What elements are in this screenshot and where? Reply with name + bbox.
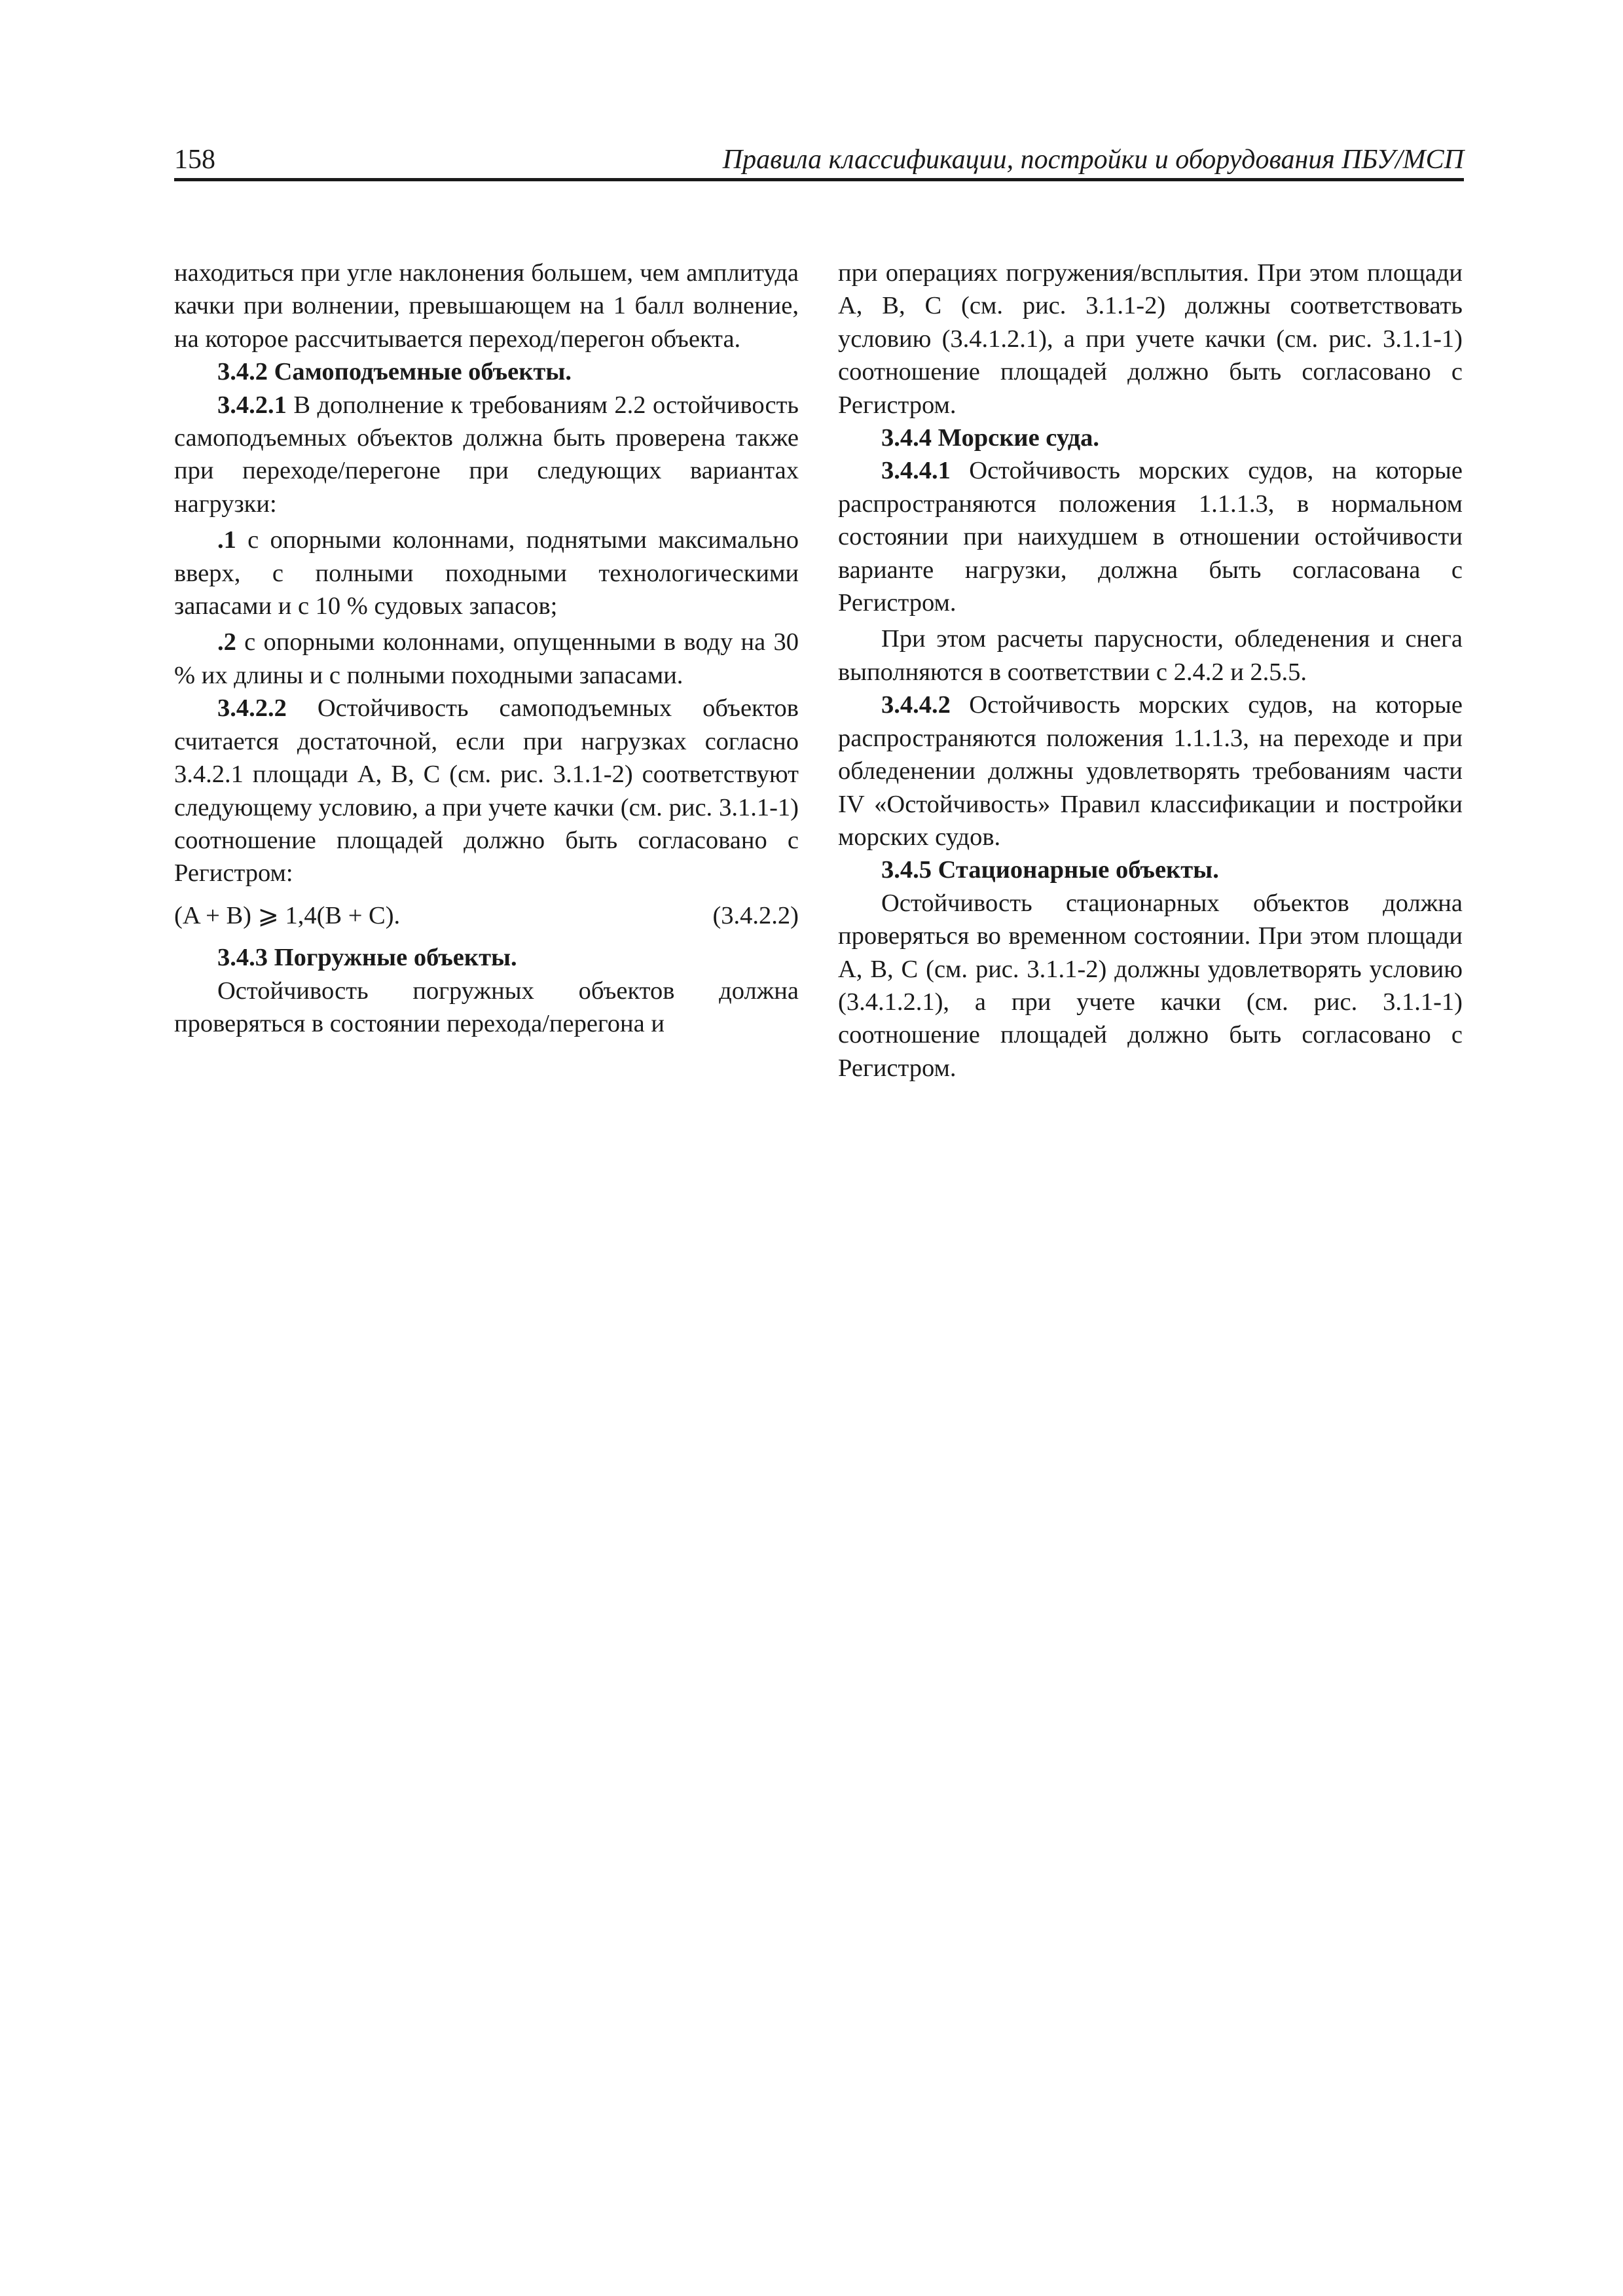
page-number: 158 (174, 145, 215, 175)
section-heading-3-4-3: 3.4.3 Погружные объекты. (217, 944, 517, 972)
list-item-text: с опорными колоннами, опущенными в воду на 30 % их длины и с полными походными запасами. (174, 628, 799, 689)
paragraph-text: Остойчивость морских судов, на которые распространяются положения 1.1.1.3, на переходе и при обледенении должны удовлетворять требованиям части IV «Остойчивость» Правил классификации и постройки морских судов. (838, 691, 1463, 851)
section-heading-3-4-2: 3.4.2 Самоподъемные объекты. (217, 358, 572, 386)
page-header (174, 139, 1464, 181)
list-item-number: .2 (217, 628, 236, 656)
paragraph-3-4-2-1 (174, 389, 799, 521)
paragraph-3-4-4-1-b: При этом расчеты парусности, обледенения и снега выполняются в соответствии с 2.4.2 и 2.5.5. (838, 625, 1463, 686)
paragraph-3-4-4-2 (838, 689, 1463, 853)
formula-number: (3.4.2.2) (712, 901, 799, 929)
paragraph-3-4-4-1 (838, 454, 1463, 619)
right-column (838, 257, 1463, 1085)
formula-expression: (A + B) ⩾ 1,4(B + C). (174, 901, 401, 929)
paragraph-3-4-3: Остойчивость погружных объектов должна проверяться в состоянии перехода/перегона и (174, 977, 799, 1037)
running-title: Правила классификации, постройки и оборудования ПБУ/МСП (722, 145, 1464, 175)
clause-number: 3.4.4.1 (881, 457, 951, 485)
left-column (174, 257, 799, 1040)
paragraph-3-4-5: Остойчивость стационарных объектов должна проверяться во временном состоянии. При этом площади A, B, C (см. рис. 3.1.1-2) должны удовлетворять условию (3.4.1.2.1), а при учете качки (см. рис. 3.1.1-1) соотношение площадей должно быть согласовано с Регистром. (838, 889, 1463, 1082)
list-item-text: с опорными колоннами, поднятыми максимально вверх, с полными походными технологическими запасами и с 10 % судовых запасов; (174, 526, 799, 620)
list-item-1 (174, 524, 799, 622)
paragraph-text: В дополнение к требованиям 2.2 остойчивость самоподъемных объектов должна быть проверена также при переходе/перегоне при следующих вариантах нагрузки: (174, 391, 799, 518)
section-heading-3-4-5: 3.4.5 Стационарные объекты. (881, 856, 1219, 884)
paragraph-continued: находиться при угле наклонения большем, чем амплитуда качки при волнении, превышающем на 1 балл волнение, на которое рассчитывается переход/перегон объекта. (174, 259, 799, 353)
paragraph-text: Остойчивость самоподъемных объектов считается достаточной, если при нагрузках согласно 3.4.2.1 площади A, B, C (см. рис. 3.1.1-2) соответствуют следующему условию, а при учете качки (см. рис. 3.1.1-1) соотношение площадей должно быть согласовано с Регистром: (174, 694, 799, 888)
section-heading-3-4-4: 3.4.4 Морские суда. (881, 424, 1100, 452)
clause-number: 3.4.4.2 (881, 691, 951, 719)
paragraph-3-4-2-2 (174, 692, 799, 889)
list-item-2 (174, 626, 799, 692)
clause-number: 3.4.2.2 (217, 694, 287, 723)
paragraph-text: Остойчивость морских судов, на которые распространяются положения 1.1.1.3, в нормальном состоянии при наихудшем в отношении остойчивости варианте нагрузки, должна быть согласована с Регистром. (838, 457, 1463, 617)
clause-number: 3.4.2.1 (217, 391, 287, 419)
paragraph-continued: при операциях погружения/всплытия. При этом площади A, B, C (см. рис. 3.1.1-2) должны соответствовать условию (3.4.1.2.1), а при учете качки (см. рис. 3.1.1-1) соотношение площадей должно быть согласовано с Регистром. (838, 259, 1463, 419)
formula-3-4-2-2 (174, 899, 799, 932)
list-item-number: .1 (217, 526, 236, 554)
